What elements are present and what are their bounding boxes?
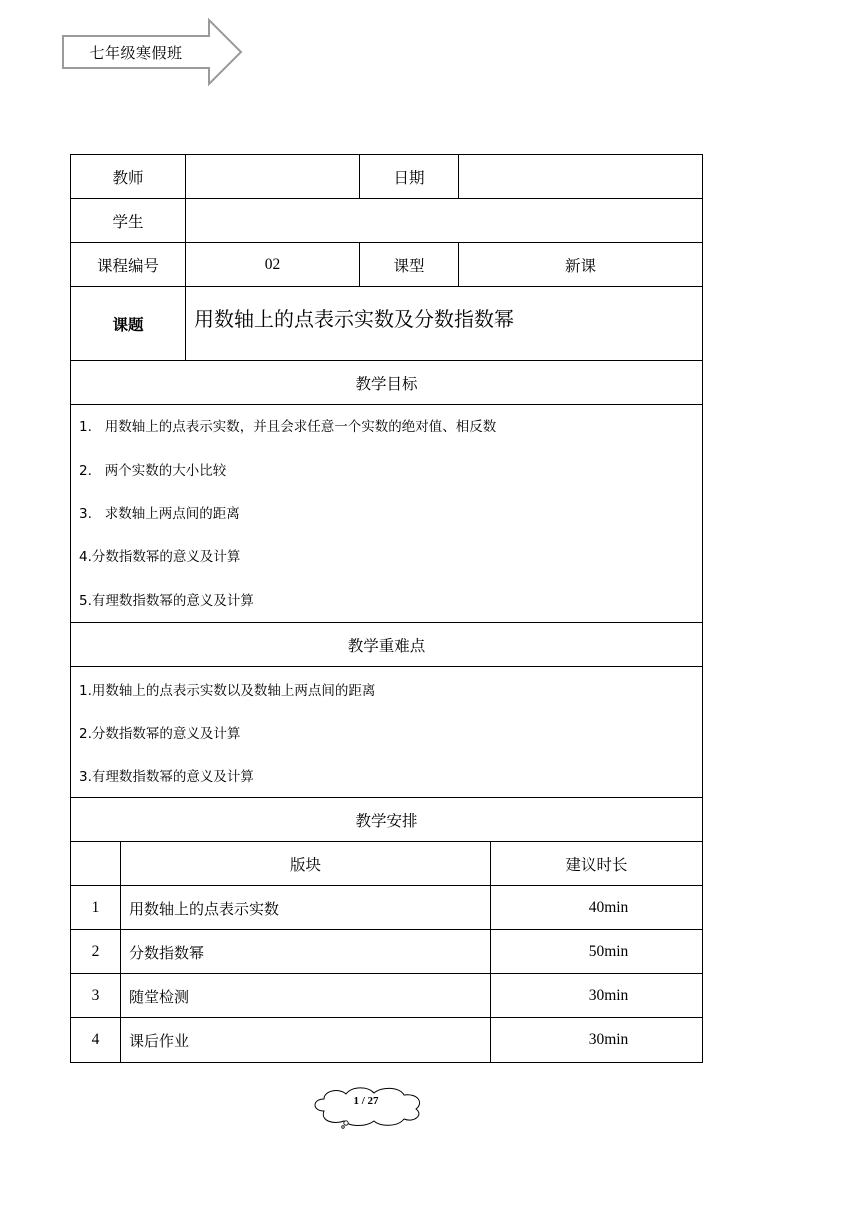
list-item: 4.分数指数幂的意义及计算: [79, 549, 241, 565]
schedule-duration-header: 建议时长: [490, 842, 703, 886]
row-duration: 40min: [490, 886, 703, 930]
list-item: 2. 两个实数的大小比较: [79, 463, 227, 479]
topic-row: [70, 286, 703, 361]
course-type-label: 课型: [359, 243, 458, 287]
list-item: 5.有理数指数幂的意义及计算: [79, 593, 254, 609]
row-number: 4: [70, 1018, 120, 1062]
teacher-date-row: [70, 154, 703, 199]
banner-label: 七年级寒假班: [89, 43, 183, 62]
objectives-heading-row: [70, 360, 703, 405]
schedule-block-header: 版块: [120, 842, 490, 886]
row-number: 2: [70, 930, 120, 974]
page-number-badge: [310, 1085, 428, 1129]
objectives-list: [70, 404, 703, 622]
list-item: 3. 求数轴上两点间的距离: [79, 506, 240, 522]
date-value: [458, 155, 703, 199]
course-type-value: 新课: [458, 243, 703, 287]
table-row: [70, 973, 703, 1018]
key-points-list: [70, 666, 703, 797]
objectives-heading: 教学目标: [70, 361, 703, 405]
row-block: 用数轴上的点表示实数: [120, 886, 490, 930]
row-block: 分数指数幂: [120, 930, 490, 974]
schedule-header-row: [70, 841, 703, 886]
student-row: [70, 198, 703, 243]
date-label: 日期: [359, 155, 458, 199]
list-item: 1.用数轴上的点表示实数以及数轴上两点间的距离: [79, 683, 376, 699]
teacher-value: [185, 155, 359, 199]
schedule-heading: 教学安排: [70, 798, 703, 842]
row-block: 随堂检测: [120, 974, 490, 1018]
topic-value: 用数轴上的点表示实数及分数指数幂: [185, 287, 703, 361]
key-points-heading: 教学重难点: [70, 623, 703, 667]
grade-banner: [61, 18, 243, 86]
topic-label: 课题: [70, 287, 185, 361]
row-number: 3: [70, 974, 120, 1018]
key-points-heading-row: [70, 622, 703, 667]
student-label: 学生: [70, 199, 185, 243]
table-row: [70, 885, 703, 930]
list-item: 2.分数指数幂的意义及计算: [79, 726, 241, 742]
teacher-label: 教师: [70, 155, 185, 199]
table-row: [70, 929, 703, 974]
list-item: 3.有理数指数幂的意义及计算: [79, 769, 254, 785]
table-row: [70, 1017, 703, 1063]
course-no-label: 课程编号: [70, 243, 185, 287]
page-number: 1 / 27: [353, 1095, 379, 1107]
schedule-no-header: [70, 842, 120, 886]
row-duration: 30min: [490, 1018, 703, 1062]
schedule-heading-row: [70, 797, 703, 842]
row-block: 课后作业: [120, 1018, 490, 1062]
cloud-icon: [310, 1085, 428, 1129]
course-info-row: [70, 242, 703, 287]
list-item: 1. 用数轴上的点表示实数，并且会求任意一个实数的绝对值、相反数: [79, 419, 497, 435]
row-duration: 30min: [490, 974, 703, 1018]
row-duration: 50min: [490, 930, 703, 974]
course-no-value: 02: [185, 243, 359, 287]
row-number: 1: [70, 886, 120, 930]
student-value: [185, 199, 703, 243]
